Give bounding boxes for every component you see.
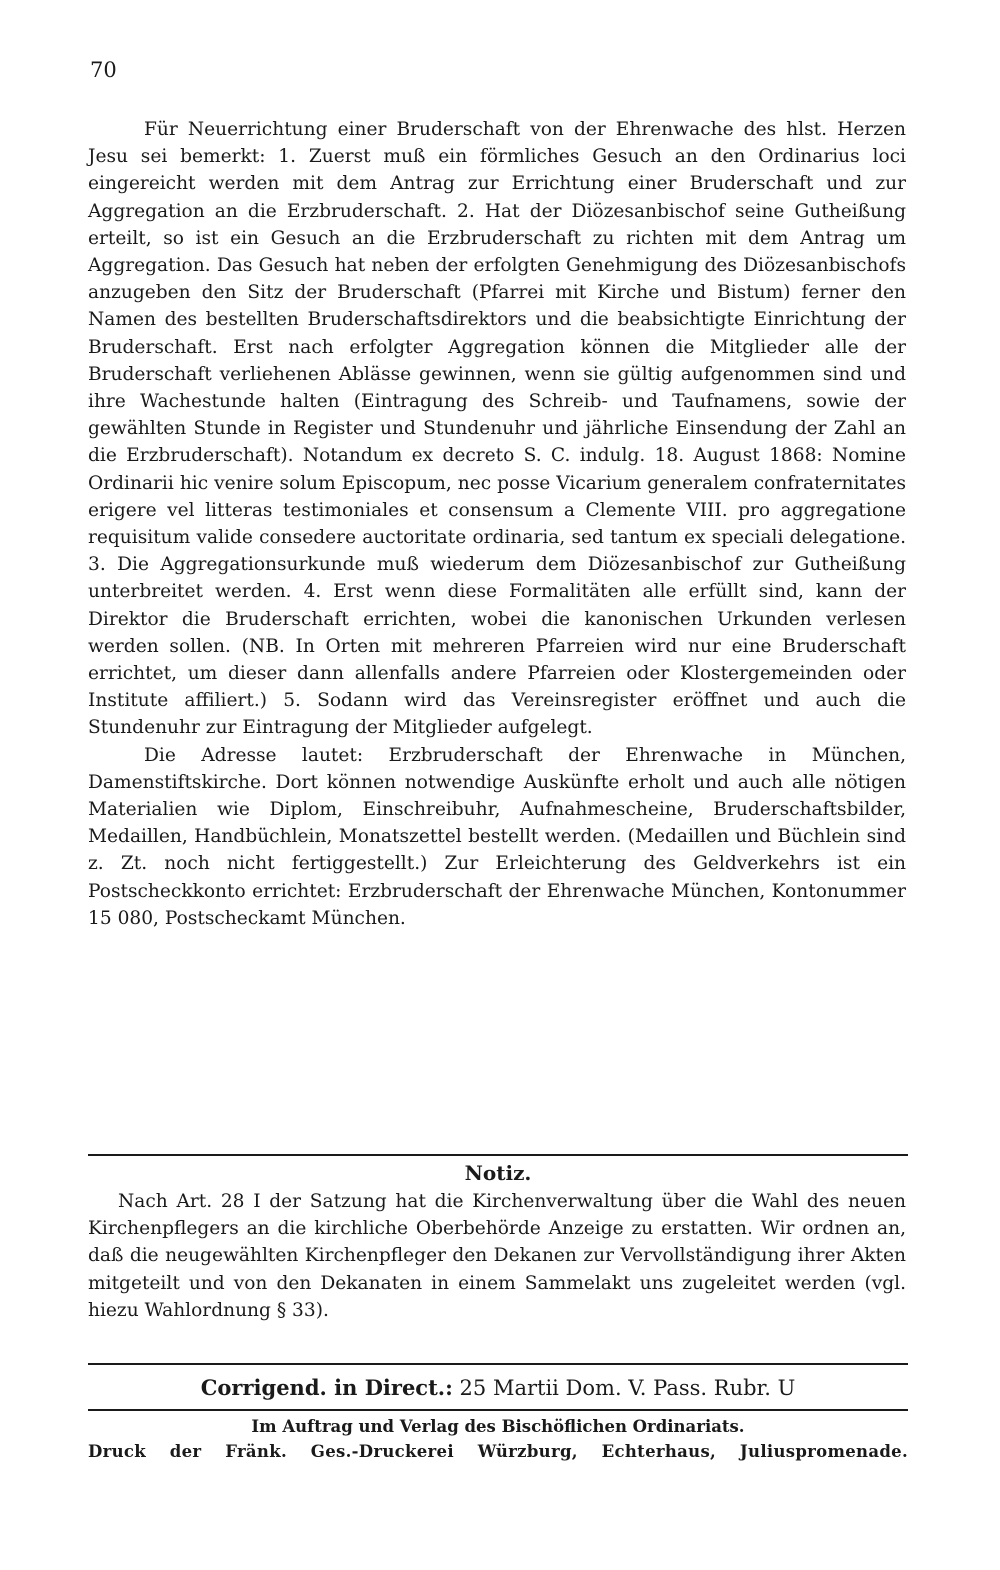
corrigendum-label: Corrigend. in Direct.: — [200, 1375, 453, 1400]
notice-text — [88, 1188, 906, 1324]
section-divider — [88, 1363, 908, 1365]
page-number: 70 — [90, 58, 117, 82]
paragraph-adresse: Die Adresse lautet: Erzbruderschaft der Ehrenwache in München, Damenstiftskirche. Dort können notwendige Auskünfte erholt und auch alle nötigen Materialien wie Diplom, Einschreibuhr, Aufnahmescheine, Bruderschaftsbilder, Medaillen, Handbüchlein, Monatszettel bestellt werden. (Medaillen und Büchlein sind z. Zt. noch nicht fertiggestellt.) Zur Erleichterung des Geldverkehrs ist ein Postscheckkonto errichtet: Erzbruderschaft der Ehrenwache München, Kontonummer 15 080, Postscheckamt München. — [88, 744, 906, 929]
notice-title: Notiz. — [464, 1161, 532, 1185]
section-divider — [88, 1409, 908, 1411]
imprint-printer: Druck der Fränk. Ges.-Druckerei Würzburg, Echterhaus, Juliuspromenade. — [88, 1442, 908, 1461]
corrigendum-text: 25 Martii Dom. V. Pass. Rubr. U — [459, 1376, 796, 1400]
imprint-publisher: Im Auftrag und Verlag des Bischöflichen Ordinariats. — [251, 1417, 745, 1436]
paragraph-bruderschaft-errichtung: Für Neuerrichtung einer Bruderschaft von der Ehrenwache des hlst. Herzen Jesu sei bemerkt: 1. Zuerst muß ein förmliches Gesuch an den Ordinarius loci eingereicht werden mit dem Antrag zur Errichtung einer Bruderschaft und zur Aggregation an die Erzbruderschaft. 2. Hat der Diözesanbischof seine Gutheißung erteilt, so ist ein Gesuch an die Erzbruderschaft zu richten mit dem Antrag um Aggregation. Das Gesuch hat neben der erfolgten Genehmigung des Diözesanbischofs anzugeben den Sitz der Bruderschaft (Pfarrei mit Kirche und Bistum) ferner den Namen des bestellten Bruderschaftsdirektors und die beabsichtigte Einrichtung der Bruderschaft. Erst nach erfolgter Aggregation können die Mitglieder alle der Bruderschaft verliehenen Ablässe gewinnen, wenn sie gültig aufgenommen sind und ihre Wachestunde halten (Eintragung des Schreib- und Taufnamens, sowie der gewählten Stunde in Register und Stundenuhr und jährliche Einsendung der Zahl an die Erzbruderschaft). Notandum ex decreto S. C. indulg. 18. August 1868: Nomine Ordinarii hic venire solum Episcopum, nec posse Vicarium generalem confraternitates erigere vel litteras testimoniales et consensum a Clemente VIII. pro aggregatione requisitum valide consedere auctoritate ordinaria, sed tantum ex speciali delegatione. 3. Die Aggregationsurkunde muß wiederum dem Diözesanbischof zur Gutheißung unterbreitet werden. 4. Erst wenn diese Formalitäten alle erfüllt sind, kann der Direktor die Bruderschaft errichten, wobei die kanonischen Urkunden verlesen werden sollen. (NB. In Orten mit mehreren Pfarreien wird nur eine Bruderschaft errichtet, um dieser dann allenfalls andere Pfarreien oder Klostergemeinden oder Institute affiliert.) 5. Sodann wird das Vereinsregister eröffnet und auch die Stundenuhr zur Eintragung der Mitglieder aufgelegt. — [88, 119, 906, 739]
notice-paragraph: Nach Art. 28 I der Satzung hat die Kirchenverwaltung über die Wahl des neuen Kirchenpflegers an die kirchliche Oberbehörde Anzeige zu erstatten. Wir ordnen an, daß die neugewählten Kirchenpfleger den Dekanen zur Vervollständigung ihrer Akten mitgeteilt und von den Dekanaten in einem Sammelakt uns zugeleitet werden (vgl. hiezu Wahlordnung § 33). — [88, 1191, 906, 1321]
section-divider — [88, 1154, 908, 1156]
main-text — [88, 116, 906, 932]
corrigendum — [88, 1374, 908, 1402]
